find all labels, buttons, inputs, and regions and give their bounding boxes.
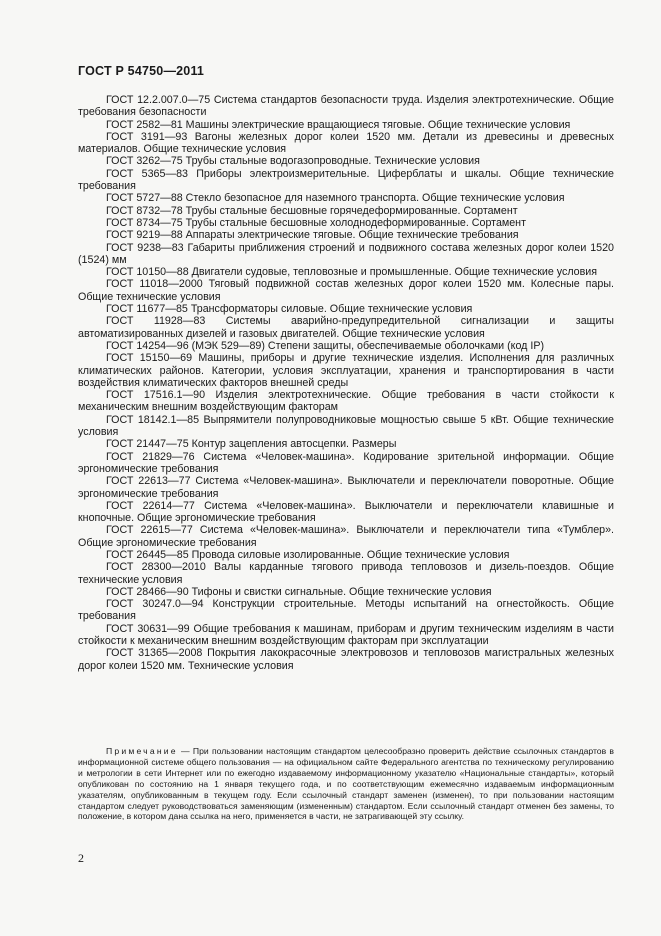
note-paragraph xyxy=(78,746,614,822)
reference-item: ГОСТ 14254—96 (МЭК 529—89) Степени защиты, обеспечиваемые оболочками (код IP) xyxy=(106,339,545,352)
reference-item: ГОСТ 8732—78 Трубы стальные бесшовные горячедеформированные. Сортамент xyxy=(106,204,518,217)
reference-item: ГОСТ 18142.1—85 Выпрямители полупроводниковые мощностью свыше 5 кВт. Общие технические условия xyxy=(78,413,614,439)
reference-item: ГОСТ 22614—77 Система «Человек-машина». Выключатели и переключатели клавишные и кнопочные. Общие эргономические требования xyxy=(78,499,614,525)
reference-item: ГОСТ 10150—88 Двигатели судовые, тепловозные и промышленные. Общие технические условия xyxy=(106,266,598,279)
page-number: 2 xyxy=(78,851,84,865)
reference-item: ГОСТ 9219—88 Аппараты электрические тяговые. Общие технические требования xyxy=(106,229,519,242)
reference-item: ГОСТ 3191—93 Вагоны железных дорог колеи 1520 мм. Детали из древесины и древесных материалов. Общие технические условия xyxy=(78,130,614,156)
reference-item: ГОСТ 5727—88 Стекло безопасное для наземного транспорта. Общие технические условия xyxy=(106,192,565,205)
reference-item: ГОСТ 11018—2000 Тяговый подвижной состав железных дорог колеи 1520 мм. Колесные пары. Общие технические условия xyxy=(78,278,614,303)
reference-item: ГОСТ 8734—75 Трубы стальные бесшовные холоднодеформированные. Сортамент xyxy=(106,216,526,229)
note-label: Примечание xyxy=(106,746,178,756)
reference-item: ГОСТ 11677—85 Трансформаторы силовые. Общие технические условия xyxy=(106,303,473,316)
reference-item: ГОСТ 22615—77 Система «Человек-машина». Выключатели и переключатели типа «Тумблер». Общие эргономические требования xyxy=(78,524,614,549)
note-text: — При пользовании настоящим стандартом целесообразно проверить действие ссылочных стандартов в информационной системе общего пользования — на официальном сайте Федерального агентства по техническому регулированию и метрологии в сети Интернет или по ежегодно издаваемому информационному указателю «Национальные стандарты», который опубликован по состоянию на 1 января текущего года, и по соответствующим ежемесячно издаваемым информационным указателям, опубликованным в текущем году. Если ссылочный стандарт заменен (изменен), то при пользовании настоящим стандартом следует руководствоваться заменяющим (измененным) стандартом. Если ссылочный стандарт отменен без замены, то положение, в котором дана ссылка на него, применяется в части, не затрагивающей эту ссылку. xyxy=(78,746,614,822)
reference-item: ГОСТ 2582—81 Машины электрические вращающиеся тяговые. Общие технические условия xyxy=(106,118,571,131)
document-header: ГОСТ Р 54750—2011 xyxy=(78,64,205,78)
reference-item: ГОСТ 22613—77 Система «Человек-машина». Выключатели и переключатели поворотные. Общие эргономические требования xyxy=(78,475,614,500)
reference-item: ГОСТ 9238—83 Габариты приближения строений и подвижного состава железных дорог колеи 1520 (1524) мм xyxy=(78,241,614,266)
reference-item: ГОСТ 30631—99 Общие требования к машинам, приборам и другим техническим изделиям в части стойкости к механическим внешним воздействующим факторам при эксплуатации xyxy=(78,622,614,648)
reference-item: ГОСТ 21447—75 Контур зацепления автосцепки. Размеры xyxy=(106,438,397,451)
reference-item: ГОСТ 28300—2010 Валы карданные тягового привода тепловозов и дизель-поездов. Общие технические условия xyxy=(78,561,614,586)
reference-item: ГОСТ 15150—69 Машины, приборы и другие технические изделия. Исполнения для различных климатических районов. Категории, условия эксплуатации, хранения и транспортирования в части воздействия климатических факторов внешней среды xyxy=(78,352,614,389)
reference-item: ГОСТ 31365—2008 Покрытия лакокрасочные электровозов и тепловозов магистральных железных дорог колеи 1520 мм. Технические условия xyxy=(78,647,614,672)
reference-item: ГОСТ 5365—83 Приборы электроизмерительные. Циферблаты и шкалы. Общие технические требования xyxy=(78,167,614,193)
reference-item: ГОСТ 17516.1—90 Изделия электротехнические. Общие требования в части стойкости к механическим внешним воздействующим факторам xyxy=(78,389,614,414)
reference-item: ГОСТ 21829—76 Система «Человек-машина». Кодирование зрительной информации. Общие эргономические требования xyxy=(78,450,614,475)
reference-item: ГОСТ 26445—85 Провода силовые изолированные. Общие технические условия xyxy=(106,548,510,561)
reference-item: ГОСТ 12.2.007.0—75 Система стандартов безопасности труда. Изделия электротехнические. Общие требования безопасности xyxy=(78,94,614,119)
reference-item: ГОСТ 30247.0—94 Конструкции строительные. Методы испытаний на огнестойкость. Общие требования xyxy=(78,598,614,623)
reference-list xyxy=(78,94,614,672)
reference-item: ГОСТ 3262—75 Трубы стальные водогазопроводные. Технические условия xyxy=(106,155,480,168)
reference-item: ГОСТ 28466—90 Тифоны и свистки сигнальные. Общие технические условия xyxy=(106,585,492,598)
reference-item: ГОСТ 11928—83 Системы аварийно-предупредительной сигнализации и защиты автоматизированных дизелей и газовых двигателей. Общие технические условия xyxy=(78,315,614,340)
